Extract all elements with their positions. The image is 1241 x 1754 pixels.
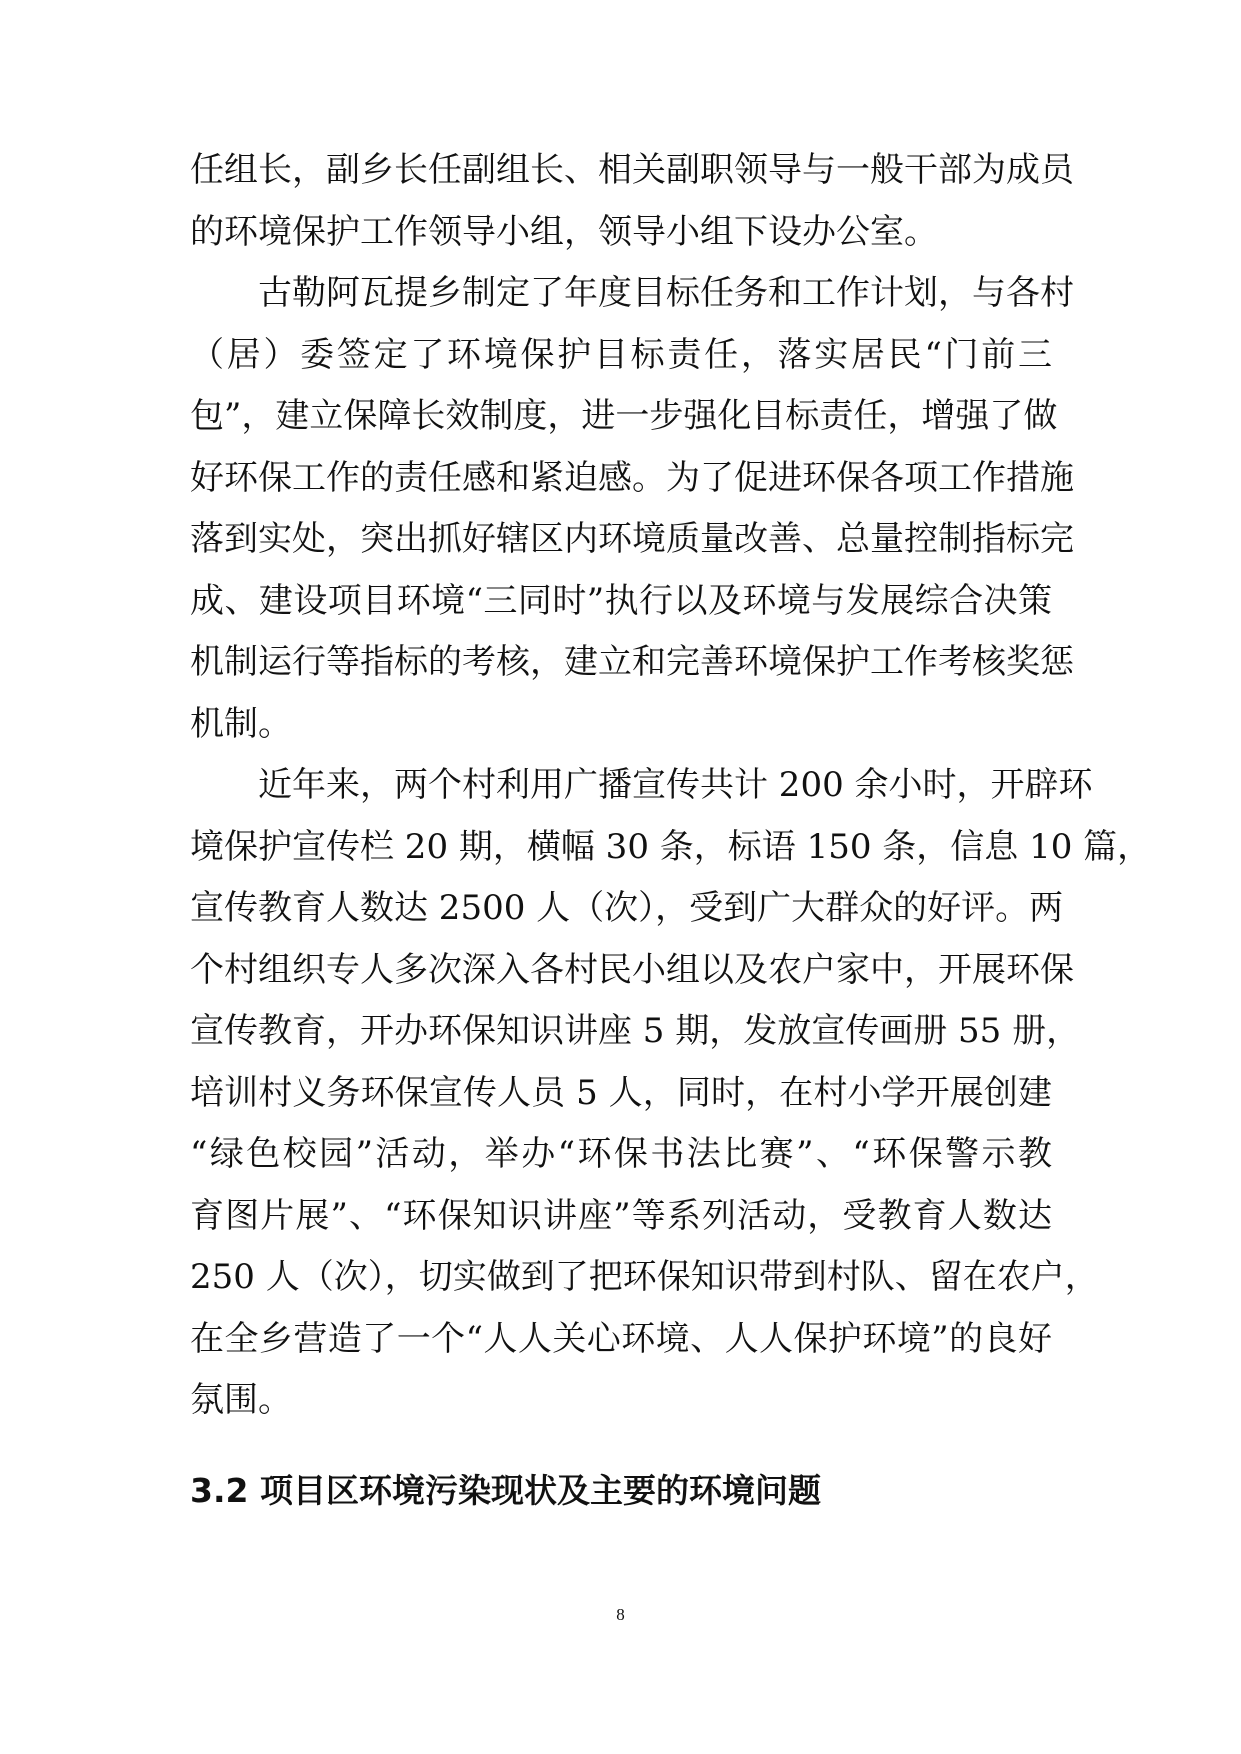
paragraph-1 <box>190 140 1074 263</box>
text-line: 宣传教育，开办环保知识讲座 5 期，发放宣传画册 55 册， <box>190 1011 1081 1051</box>
text-line: 氛围。 <box>190 1380 292 1420</box>
text-line: （居）委签定了环境保护目标责任，落实居民“门前三 <box>190 334 1052 375</box>
text-line: 培训村义务环保宣传人员 5 人，同时，在村小学开展创建 <box>190 1072 1052 1113</box>
text-line: “绿色校园”活动，举办“环保书法比赛”、“环保警示教 <box>190 1134 1052 1174</box>
section-heading: 3.2 项目区环境污染现状及主要的环境问题 <box>190 1471 821 1510</box>
text-line: 好环保工作的责任感和紧迫感。为了促进环保各项工作措施 <box>190 457 1074 498</box>
text-line: 近年来，两个村利用广播宣传共计 200 余小时，开辟环 <box>258 765 1093 805</box>
text-line: 古勒阿瓦提乡制定了年度目标任务和工作计划，与各村 <box>258 273 1074 313</box>
text-line: 250 人（次），切实做到了把环保知识带到村队、留在农户， <box>190 1257 1099 1297</box>
text-line: 的环境保护工作领导小组，领导小组下设办公室。 <box>190 211 938 252</box>
page-number: 8 <box>616 1605 625 1624</box>
text-line: 任组长，副乡长任副组长、相关副职领导与一般干部为成员 <box>190 150 1074 190</box>
text-line: 在全乡营造了一个“人人关心环境、人人保护环境”的良好 <box>190 1318 1052 1359</box>
text-line: 育图片展”、“环保知识讲座”等系列活动，受教育人数达 <box>190 1195 1052 1236</box>
paragraph-2 <box>190 263 1074 755</box>
text-line: 落到实处，突出抓好辖区内环境质量改善、总量控制指标完 <box>190 519 1074 559</box>
text-line: 宣传教育人数达 2500 人（次），受到广大群众的好评。两 <box>190 888 1064 928</box>
text-line: 包”，建立保障长效制度，进一步强化目标责任，增强了做 <box>190 396 1058 436</box>
paragraph-3 <box>190 755 1152 1432</box>
text-line: 机制运行等指标的考核，建立和完善环境保护工作考核奖惩 <box>190 642 1074 682</box>
text-line: 成、建设项目环境“三同时”执行以及环境与发展综合决策 <box>190 580 1052 621</box>
text-line: 个村组织专人多次深入各村民小组以及农户家中，开展环保 <box>190 949 1074 990</box>
text-line: 机制。 <box>190 703 292 744</box>
text-line: 境保护宣传栏 20 期，横幅 30 条，标语 150 条，信息 10 篇， <box>190 826 1152 867</box>
